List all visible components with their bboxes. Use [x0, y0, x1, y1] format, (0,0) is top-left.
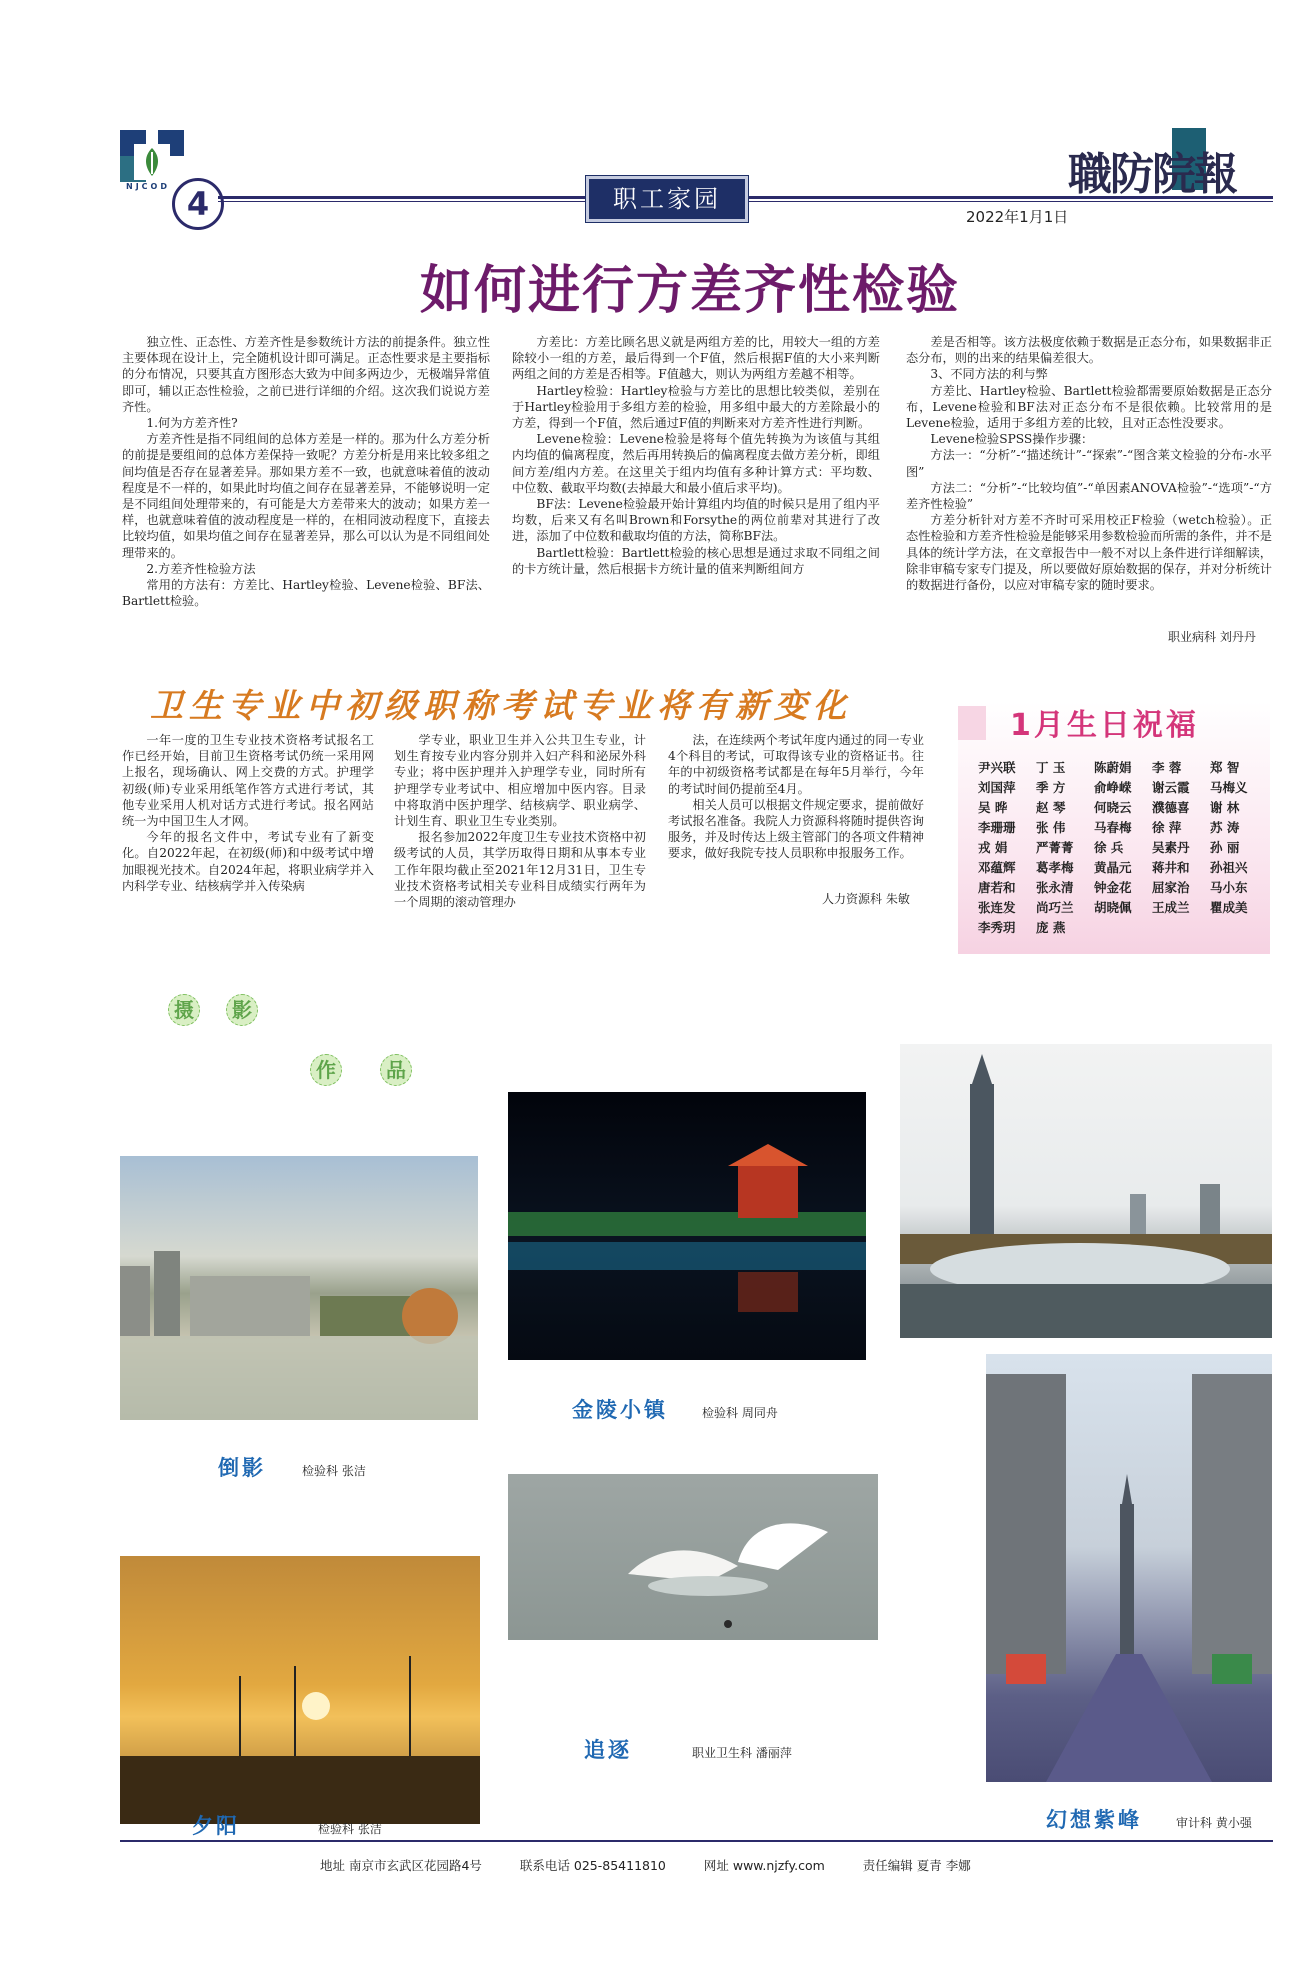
gallery-heading-char: 摄 — [168, 994, 200, 1026]
paragraph: 学专业，职业卫生并入公共卫生专业，计划生育按专业内容分别并入妇产科和泌尿外科专业；将中医护理并入护理学专业，同时所有护理学专业考试中、相应增加中医内容。目录中将取消中医护理学、结核病学、职业病学、计划生育、职业卫生专业类别。 — [394, 733, 646, 829]
birthday-name: 李秀玥 — [978, 920, 1016, 935]
footer-phone: 联系电话 025-85411810 — [519, 1858, 666, 1873]
paragraph: 差是否相等。该方法极度依赖于数据是正态分布，如果数据非正态分布，则的出来的结果偏差很大。 — [906, 335, 1272, 366]
article-title: 如何进行方差齐性检验 — [420, 261, 961, 321]
birthday-name: 徐 兵 — [1094, 840, 1124, 855]
footer-address: 地址 南京市玄武区花园路4号 — [320, 1858, 482, 1873]
birthday-name: 庞 燕 — [1036, 920, 1066, 935]
article-column — [668, 732, 924, 862]
birthday-name: 胡晓佩 — [1094, 900, 1132, 915]
birthday-name: 吴素丹 — [1152, 840, 1190, 855]
photo-purple-peak — [986, 1354, 1272, 1782]
paragraph: BF法：Levene检验最开始计算组内均值的时候只是用了组内平均数，后来又有名叫Brown和Forsythe的两位前辈对其进行了改进，添加了中位数和截取均值的方法，简称BF法。 — [512, 497, 880, 544]
issue-date: 2022年1月1日 — [966, 208, 1069, 226]
birthday-name: 赵 琴 — [1036, 800, 1066, 815]
birthday-name: 葛孝梅 — [1036, 860, 1074, 875]
paragraph: Levene检验：Levene检验是将每个值先转换为为该值与其组内均值的偏离程度，然后再用转换后的偏离程度去做方差分析，即组间方差/组内方差。在这里关于组内均值有多种计算方式：平均数、中位数、截取平均数(去掉最大和最小值后求平均)。 — [512, 432, 880, 495]
photo-credit: 审计科 黄小强 — [1176, 1816, 1252, 1830]
paragraph: 相关人员可以根据文件规定要求，提前做好考试报名准备。我院人力资源科将随时提供咨询服务，并及时传达上级主管部门的各项文件精神要求，做好我院专技人员职称申报服务工作。 — [668, 797, 924, 861]
paragraph: 方差分析针对方差不齐时可采用校正F检验（wetch检验）。正态性检验和方差齐性检验是能够采用参数检验而所需的条件，并不是具体的统计学方法，在文章报告中一般不对以上条件进行详细解读，除非审稿专家专门提及，所以要做好原始数据的保存，并对分析统计的数据进行备份，以应对审稿专家的随时要求。 — [906, 513, 1272, 593]
photo-credit: 检验科 张洁 — [318, 1822, 382, 1836]
paragraph: Hartley检验：Hartley检验与方差比的思想比较类似，差别在于Hartley检验用于多组方差的检验，用多组中最大的方差除最小的方差，得到一个F值，然后通过F值的判断来对方差齐性进行判断。 — [512, 383, 880, 431]
birthday-name: 谢 林 — [1210, 800, 1240, 815]
logo-center — [134, 144, 170, 180]
masthead-title: 職防院報 — [1068, 149, 1236, 200]
birthday-name: 陈蔚娟 — [1094, 760, 1132, 775]
paragraph: 1.何为方差齐性? — [146, 416, 238, 431]
paragraph: 常用的方法有：方差比、Hartley检验、Levene检验、BF法、Bartlett检验。 — [122, 578, 490, 609]
paragraph: 报名参加2022年度卫生专业技术资格中初级考试的人员，其学历取得日期和从事本专业工作年限均截止至2021年12月31日，卫生专业技术资格考试相关专业科目成绩实行两年为一个周期的滚动管理办 — [394, 830, 646, 910]
article-title: 卫生专业中初级职称考试专业将有新变化 — [150, 686, 852, 725]
birthday-name: 屈家治 — [1152, 880, 1190, 895]
paragraph: 今年的报名文件中，考试专业有了新变化。自2022年起，在初级(师)和中级考试中增加眼视光技术。自2024年起，将职业病学并入内科学专业、结核病学并入传染病 — [122, 830, 374, 893]
birthday-name: 严菁菁 — [1036, 840, 1074, 855]
paragraph: 方差比：方差比顾名思义就是两组方差的比，用较大一组的方差除较小一组的方差，最后得到一个F值，然后根据F值的大小来判断两组之间的方差是否相等。F值越大，则认为两组方差越不相等。 — [512, 335, 880, 382]
birthday-name: 张连发 — [978, 900, 1016, 915]
birthday-accent — [958, 706, 986, 740]
birthday-name: 戎 娟 — [978, 840, 1008, 855]
photo-caption: 追逐 — [584, 1738, 632, 1762]
birthday-name: 何晓云 — [1094, 800, 1132, 815]
birthday-name: 李珊珊 — [978, 820, 1016, 835]
photo-reflection — [120, 1156, 478, 1420]
hospital-logo — [120, 130, 184, 196]
photo-caption: 倒影 — [218, 1456, 266, 1480]
paragraph: 方法一：“分析”-“描述统计”-“探索”-“图含莱文检验的分布-水平图” — [906, 448, 1272, 479]
birthday-name: 尹兴联 — [978, 760, 1016, 775]
birthday-name: 邓蕴辉 — [978, 860, 1016, 875]
birthday-box — [958, 702, 1270, 954]
footer-website: 网址 www.njzfy.com — [703, 1858, 825, 1873]
paragraph: 方差齐性是指不同组间的总体方差是一样的。那为什么方差分析的前提是要组间的总体方差保持一致呢？方差分析是用来比较多组之间均值是否存在显著差异。那如果方差不一致，也就意味着值的波动程度是不一样的，如果此时均值之间存在显著差异，不能够说明一定是不同组间处理带来的，有可能是大方差带来大的波动；如果方差一样，也就意味着值的波动程度是一样的，在相同波动程度下，直接去比较均值，如果均值之间存在显著差异，那么可以认为是不同组间处理带来的。 — [122, 432, 490, 560]
skyline-scene — [900, 1044, 1272, 1338]
photo-swans — [508, 1474, 878, 1640]
birthday-name: 马小东 — [1210, 880, 1248, 895]
paragraph: 方差比、Hartley检验、Bartlett检验都需要原始数据是正态分布，Levene检验和BF法对正态分布不是很依赖。比较常用的是Levene检验，适用于多组方差的比较，且对正态性没要求。 — [906, 383, 1272, 431]
page-number: 4 — [172, 178, 224, 230]
paragraph: 独立性、正态性、方差齐性是参数统计方法的前提条件。独立性主要体现在设计上，完全随机设计即可满足。正态性要求是主要指标的分布情况，只要其直方图形态大致为中间多两边少，无极端异常值即可，辅以正态性检验，之前已进行详细的介绍。这次我们说说方差齐性。 — [122, 335, 490, 414]
sunset-scene — [120, 1556, 480, 1824]
birthday-names — [978, 758, 1268, 938]
gallery-heading-char: 作 — [310, 1054, 342, 1086]
article-column — [122, 732, 374, 894]
birthday-name: 苏 涛 — [1210, 820, 1240, 835]
birthday-title: 1月生日祝福 — [1010, 708, 1199, 743]
photo-sunset — [120, 1556, 480, 1824]
night-scene — [508, 1092, 866, 1360]
birthday-name: 马春梅 — [1094, 820, 1132, 835]
reflection-scene — [120, 1156, 478, 1420]
logo-caption: NJCOD — [126, 182, 170, 191]
birthday-name: 王成兰 — [1152, 900, 1190, 915]
article-column — [394, 732, 646, 910]
photo-skyline-fountain — [900, 1044, 1272, 1338]
leaf-icon — [134, 144, 170, 180]
birthday-name: 瞿成美 — [1210, 900, 1248, 915]
paragraph: Bartlett检验：Bartlett检验的核心思想是通过求取不同组之间的卡方统计量，然后根据卡方统计量的值来判断组间方 — [512, 545, 880, 576]
birthday-name: 谢云霞 — [1152, 780, 1190, 795]
birthday-name: 孙祖兴 — [1210, 860, 1248, 875]
footer-rule — [120, 1840, 1273, 1842]
birthday-name: 尚巧兰 — [1036, 900, 1074, 915]
article-column — [512, 334, 880, 577]
birthday-name: 黄晶元 — [1094, 860, 1132, 875]
paragraph: 2.方差齐性检验方法 — [146, 561, 256, 576]
paragraph: Levene检验SPSS操作步骤： — [930, 432, 1094, 447]
birthday-name: 俞峥嵘 — [1094, 780, 1132, 795]
birthday-name: 李 蓉 — [1152, 760, 1182, 775]
birthday-name: 濮德喜 — [1152, 800, 1190, 815]
photo-credit: 职业卫生科 潘丽萍 — [692, 1746, 792, 1760]
photo-night-pavilion — [508, 1092, 866, 1360]
footer-editors: 责任编辑 夏青 李娜 — [862, 1858, 971, 1873]
footer — [320, 1856, 1005, 1874]
birthday-name: 张 伟 — [1036, 820, 1066, 835]
article-column — [122, 334, 490, 609]
birthday-name: 马梅义 — [1210, 780, 1248, 795]
photo-caption: 夕阳 — [192, 1814, 240, 1838]
birthday-name: 刘国萍 — [978, 780, 1016, 795]
photo-credit: 检验科 周同舟 — [702, 1406, 778, 1420]
gallery-heading-char: 影 — [226, 994, 258, 1026]
paragraph: 一年一度的卫生专业技术资格考试报名工作已经开始，目前卫生资格考试仍统一采用网上报名，现场确认、网上交费的方式。护理学初级(师)专业采用纸笔作答方式进行考试，其他专业采用人机对话方式进行考试。报名网站统一为中国卫生人才网。 — [122, 733, 374, 829]
paragraph: 方法二：“分析”-“比较均值”-“单因素ANOVA检验”-“选项”-“方差齐性检验” — [906, 480, 1272, 512]
masthead — [1068, 128, 1258, 200]
birthday-name: 孙 丽 — [1210, 840, 1240, 855]
birthday-name: 蒋井和 — [1152, 860, 1190, 875]
photo-credit: 检验科 张洁 — [302, 1464, 366, 1478]
birthday-name: 钟金花 — [1094, 880, 1132, 895]
birthday-name: 吴 晔 — [978, 800, 1008, 815]
article-column — [906, 334, 1272, 593]
birthday-name: 丁 玉 — [1036, 760, 1066, 775]
gallery-heading-char: 品 — [380, 1054, 412, 1086]
birthday-name: 徐 萍 — [1152, 820, 1182, 835]
street-scene — [986, 1354, 1272, 1782]
section-label: 职工家园 — [586, 176, 748, 222]
birthday-name: 季 方 — [1036, 780, 1066, 795]
paragraph: 3、不同方法的利与弊 — [930, 367, 1048, 382]
birthday-name: 张永清 — [1036, 880, 1074, 895]
birthday-name: 郑 智 — [1210, 760, 1240, 775]
photo-caption: 金陵小镇 — [572, 1398, 668, 1422]
article-signature: 人力资源科 朱敏 — [822, 892, 910, 906]
paragraph: 法，在连续两个考试年度内通过的同一专业4个科目的考试，可取得该专业的资格证书。往年的中初级资格考试都是在每年5月举行，今年的考试时间仍提前至4月。 — [668, 733, 924, 796]
swan-scene — [508, 1474, 878, 1640]
article-signature: 职业病科 刘丹丹 — [1168, 630, 1256, 644]
birthday-name: 唐若和 — [978, 880, 1016, 895]
photo-caption: 幻想紫峰 — [1046, 1808, 1142, 1832]
